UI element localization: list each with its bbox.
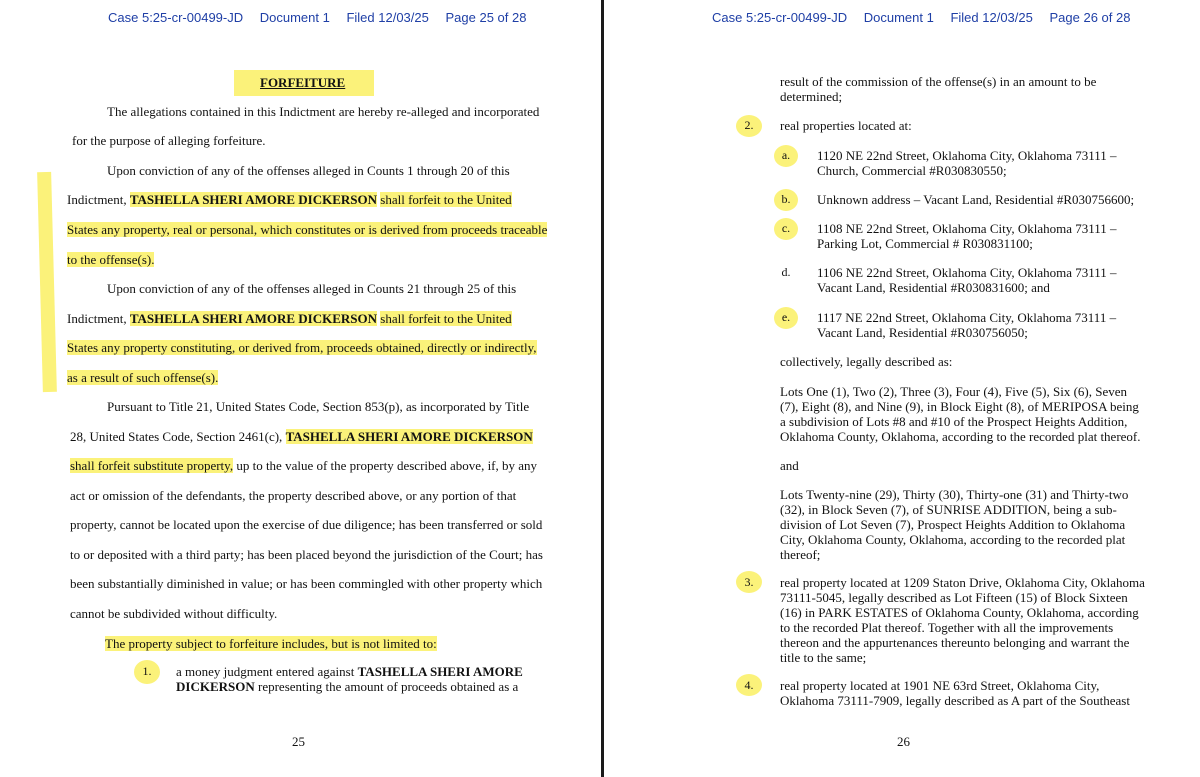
body-line: to the offense(s).	[67, 252, 155, 267]
case-number: Case 5:25-cr-00499-JD	[108, 10, 244, 25]
item-line: a money judgment entered against TASHELLA SHERI AMORE	[176, 664, 523, 679]
item-number: 2.	[744, 118, 754, 132]
sub-item-line: 1120 NE 22nd Street, Oklahoma City, Oklahoma 73111 –	[817, 148, 1117, 163]
legal-description-line: division of Lot Seven (7), Prospect Heights Addition to Oklahoma	[780, 517, 1126, 532]
sub-item-line: Vacant Land, Residential #R030756050;	[817, 325, 1028, 340]
legal-description-line: (7), Eight (8), and Nine (9), in Block Eight (8), of MERIPOSA being	[780, 399, 1139, 414]
sub-item-letter: d.	[781, 265, 791, 279]
legal-description-line: Oklahoma County, Oklahoma, according to the recorded plat thereof.	[780, 429, 1141, 444]
item-line: DICKERSON representing the amount of proceeds obtained as a	[176, 679, 519, 694]
body-line: been substantially diminished in value; or has been commingled with other property which	[70, 576, 543, 591]
body-line: determined;	[780, 89, 843, 104]
sub-item-letter: a.	[781, 148, 791, 162]
sub-item-line: 1106 NE 22nd Street, Oklahoma City, Oklahoma 73111 –	[817, 265, 1117, 280]
page-number: 25	[292, 734, 305, 749]
item-line: (16) in PARK ESTATES of Oklahoma County, Oklahoma, according	[780, 605, 1139, 620]
body-line: Indictment, TASHELLA SHERI AMORE DICKERSON shall forfeit to the United	[67, 311, 512, 326]
legal-description-line: (32), in Block Seven (7), of SUNRISE ADDITION, being a sub-	[780, 502, 1117, 517]
right-page	[604, 0, 1200, 777]
body-line: as a result of such offense(s).	[67, 370, 219, 385]
body-line: collectively, legally described as:	[780, 354, 953, 369]
item-number: 4.	[744, 678, 754, 692]
item-line: Oklahoma 73111-7909, legally described as A part of the Southeast	[780, 693, 1130, 708]
body-line: The property subject to forfeiture includes, but is not limited to:	[105, 636, 437, 651]
body-line: Upon conviction of any of the offenses alleged in Counts 1 through 20 of this	[107, 163, 510, 178]
item-number: 1.	[142, 664, 152, 678]
item-line: 73111-5045, legally described as Lot Fifteen (15) of Block Sixteen	[780, 590, 1128, 605]
defendant-name: TASHELLA SHERI AMORE DICKERSON	[129, 311, 378, 326]
filed-date: Filed 12/03/25	[950, 10, 1033, 25]
legal-description-line: a subdivision of Lots #8 and #10 of the Prospect Heights Addition,	[780, 414, 1128, 429]
body-line: property, cannot be located upon the exercise of due diligence; has been transferred or sold	[70, 517, 543, 532]
item-line: to the recorded Plat thereof. Together with all the improvements	[780, 620, 1114, 635]
body-line: 28, United States Code, Section 2461(c), TASHELLA SHERI AMORE DICKERSON	[70, 429, 533, 444]
body-line: cannot be subdivided without difficulty.	[70, 606, 278, 621]
item-line: real property located at 1209 Staton Drive, Oklahoma City, Oklahoma	[780, 575, 1145, 590]
defendant-name: TASHELLA SHERI AMORE DICKERSON	[285, 429, 533, 444]
body-line: The allegations contained in this Indictment are hereby re-alleged and incorporated	[107, 104, 540, 119]
body-line: States any property, real or personal, which constitutes or is derived from proceeds traceable	[67, 222, 548, 237]
sub-item-line: Parking Lot, Commercial # R030831100;	[817, 236, 1033, 251]
item-line: real properties located at:	[780, 118, 912, 133]
item-line: title to the same;	[780, 650, 867, 665]
legal-description-line: Lots Twenty-nine (29), Thirty (30), Thirty-one (31) and Thirty-two	[780, 487, 1129, 502]
legal-description-line: Lots One (1), Two (2), Three (3), Four (4), Five (5), Six (6), Seven	[780, 384, 1128, 399]
body-line: Pursuant to Title 21, United States Code, Section 853(p), as incorporated by Title	[107, 399, 530, 414]
sub-item-letter: c.	[781, 221, 791, 235]
document-number: Document 1	[259, 10, 330, 25]
document-number: Document 1	[863, 10, 934, 25]
page-header	[712, 10, 1143, 25]
body-line: result of the commission of the offense(s) in an amount to be	[780, 74, 1097, 89]
body-line: Upon conviction of any of the offenses alleged in Counts 21 through 25 of this	[107, 281, 517, 296]
body-line: act or omission of the defendants, the property described above, or any portion of that	[70, 488, 517, 503]
page-count: Page 25 of 28	[445, 10, 527, 25]
body-line: and	[780, 458, 799, 473]
page-count: Page 26 of 28	[1049, 10, 1131, 25]
filed-date: Filed 12/03/25	[346, 10, 429, 25]
margin-highlight-mark	[37, 172, 57, 392]
defendant-name: TASHELLA SHERI AMORE DICKERSON	[129, 192, 378, 207]
sub-item-line: Vacant Land, Residential #R030831600; and	[817, 280, 1050, 295]
page-header	[108, 10, 539, 25]
section-title: FORFEITURE	[260, 75, 346, 90]
body-line: for the purpose of alleging forfeiture.	[72, 133, 266, 148]
item-line: thereon and the appurtenances thereunto belonging and warrant the	[780, 635, 1130, 650]
case-number: Case 5:25-cr-00499-JD	[712, 10, 848, 25]
legal-description-line: thereof;	[780, 547, 821, 562]
body-line: to or deposited with a third party; has been placed beyond the jurisdiction of the Court; has	[70, 547, 543, 562]
body-line: States any property constituting, or derived from, proceeds obtained, directly or indirectly,	[67, 340, 537, 355]
page-number: 26	[897, 734, 910, 749]
defendant-name: TASHELLA SHERI AMORE	[357, 664, 523, 679]
sub-item-line: 1108 NE 22nd Street, Oklahoma City, Oklahoma 73111 –	[817, 221, 1117, 236]
item-number: 3.	[744, 575, 754, 589]
sub-item-letter: e.	[781, 310, 791, 324]
legal-description-line: City, Oklahoma County, Oklahoma, according to the recorded plat	[780, 532, 1126, 547]
sub-item-letter: b.	[781, 192, 791, 206]
sub-item-line: Unknown address – Vacant Land, Residential #R030756600;	[817, 192, 1135, 207]
sub-item-line: Church, Commercial #R030830550;	[817, 163, 1007, 178]
body-line: shall forfeit substitute property, up to the value of the property described above, if, by any	[70, 458, 538, 473]
body-line: Indictment, TASHELLA SHERI AMORE DICKERSON shall forfeit to the United	[67, 192, 512, 207]
sub-item-line: 1117 NE 22nd Street, Oklahoma City, Oklahoma 73111 –	[817, 310, 1117, 325]
item-line: real property located at 1901 NE 63rd Street, Oklahoma City,	[780, 678, 1100, 693]
